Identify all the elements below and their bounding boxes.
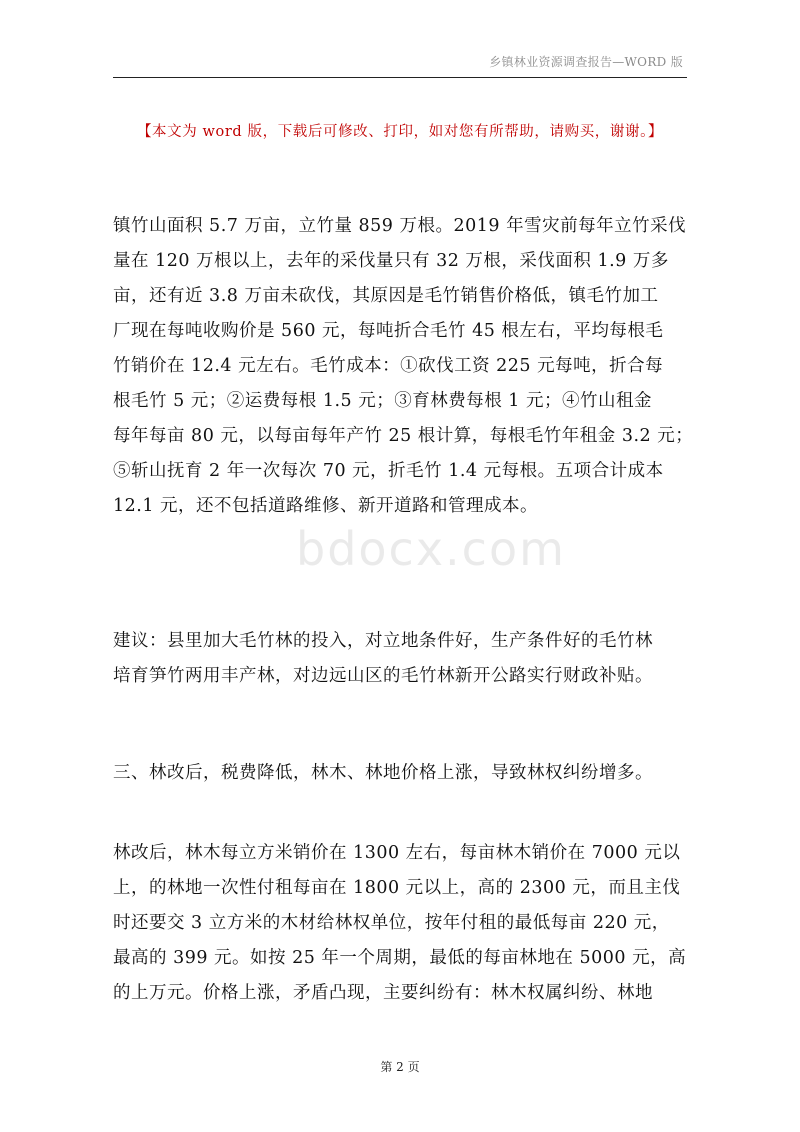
paragraph-line: 建议：县里加大毛竹林的投入，对立地条件好，生产条件好的毛竹林	[113, 631, 653, 651]
paragraph-line: 林改后，林木每立方米销价在 1300 左右，每亩林木销价在 7000 元以	[113, 843, 681, 863]
header-rule	[113, 77, 687, 78]
paragraph-suggestion	[113, 624, 693, 694]
paragraph-line: 根毛竹 5 元；②运费每根 1.5 元；③育林费每根 1 元；④竹山租金	[113, 391, 652, 411]
paragraph-line: 镇竹山面积 5.7 万亩，立竹量 859 万根。2019 年雪灾前每年立竹采伐	[113, 216, 687, 236]
paragraph-line: 亩，还有近 3.8 万亩未砍伐，其原因是毛竹销售价格低，镇毛竹加工	[113, 286, 659, 306]
page-number: 第 2 页	[380, 1060, 420, 1074]
watermark: bdocx.com	[296, 522, 566, 576]
paragraph-line: 量在 120 万根以上，去年的采伐量只有 32 万根，采伐面积 1.9 万多	[113, 251, 669, 271]
paragraph-line: ⑤斩山抚育 2 年一次每次 70 元，折毛竹 1.4 元每根。五项合计成本	[113, 461, 664, 481]
paragraph-line: 上，的林地一次性付租每亩在 1800 元以上，高的 2300 元，而且主伐	[113, 878, 681, 898]
paragraph-forest-price	[113, 836, 693, 1011]
paragraph-line: 三、林改后，税费降低，林木、林地价格上涨，导致林权纠纷增多。	[113, 763, 653, 783]
paragraph-line: 培育笋竹两用丰产林，对边远山区的毛竹林新开公路实行财政补贴。	[113, 666, 653, 686]
header-title: 乡镇林业资源调查报告—WORD 版	[489, 55, 683, 69]
purchase-notice: 【本文为 word 版，下载后可修改、打印，如对您有所帮助，请购买，谢谢。】	[136, 124, 664, 140]
paragraph-line: 厂现在每吨收购价是 560 元，每吨折合毛竹 45 根左右，平均每根毛	[113, 321, 664, 341]
paragraph-line: 竹销价在 12.4 元左右。毛竹成本：①砍伐工资 225 元每吨，折合每	[113, 356, 664, 376]
paragraph-line: 最高的 399 元。如按 25 年一个周期，最低的每亩林地在 5000 元，高	[113, 948, 687, 968]
section-heading	[113, 756, 693, 791]
paragraph-line: 时还要交 3 立方米的木材给林权单位，按年付租的最低每亩 220 元，	[113, 913, 670, 933]
paragraph-line: 每年每亩 80 元，以每亩每年产竹 25 根计算，每根毛竹年租金 3.2 元；	[113, 426, 694, 446]
paragraph-bamboo-cost	[113, 209, 693, 524]
paragraph-line: 的上万元。价格上涨，矛盾凸现，主要纠纷有：林木权属纠纷、林地	[113, 983, 653, 1003]
paragraph-line: 12.1 元，还不包括道路维修、新开道路和管理成本。	[113, 496, 539, 516]
